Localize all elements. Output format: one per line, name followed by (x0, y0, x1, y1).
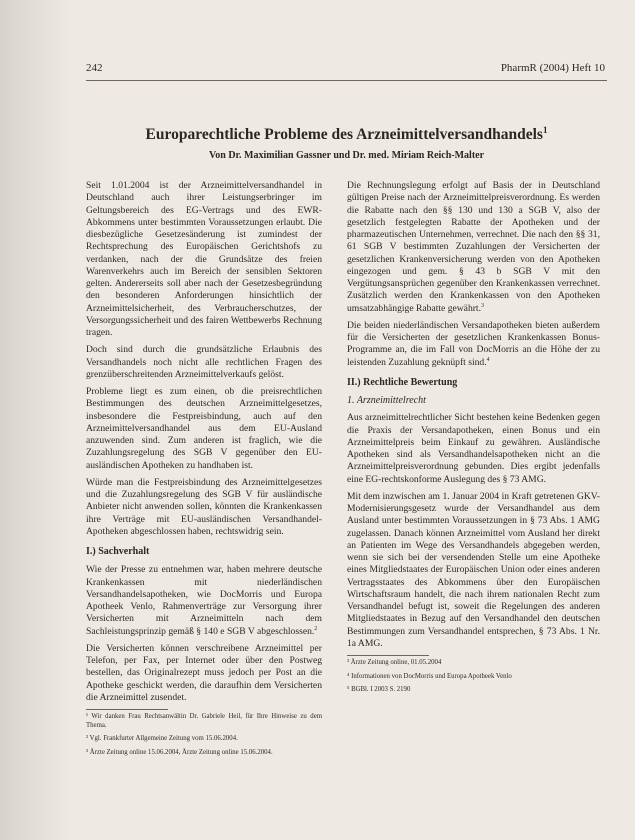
right-column (347, 180, 600, 700)
footnote-mark: 4 (486, 356, 490, 363)
header-rule (86, 80, 607, 81)
footnote-mark: 2 (314, 625, 318, 632)
footnote: ² Vgl. Frankfurter Allgemeine Zeitung vom 15.06.2004. (86, 735, 238, 742)
paragraph: Seit 1.01.2004 ist der Arzneimittelversandhandel in Deutschland auch ihrer Leistungserbringer im Geltungsbereich des EG-Vertrags und des EWR-Abkommens unter bestimmten Voraussetzungen erlaubt. Die diesbezügliche Gesetzesänderung ist zumindest der Rechtsprechung des Europäischen Gerichtshofs zu verdanken, nach der die Grundsätze des freien Warenverkehrs auch im Bereich der sensiblen Sektoren gelten. Andererseits soll aber nach der Gesetzesbegründung den besonderen Anforderungen hinsichtlich der Arzneimittelsicherheit, des Verbraucherschutzes, der Versorgungssicherheit und des fairen Wettbewerbs Rechnung tragen. (86, 180, 322, 338)
paragraph: Doch sind durch die grundsätzliche Erlaubnis des Versandhandels noch nicht alle rechtlichen Fragen des grenzüberschreitenden Arzneimittelverkaufs gelöst. (86, 344, 322, 380)
paragraph (347, 180, 600, 315)
paragraph (86, 564, 322, 638)
article-authors: Von Dr. Maximilian Gassner und Dr. med. Miriam Reich-Malter (208, 150, 485, 161)
footnote: ³ Ärzte Zeitung online 15.06.2004, Ärzte Zeitung online 15.06.2004. (86, 748, 273, 756)
footnote: ⁵ BGBl. I 2003 S. 2190 (347, 686, 411, 693)
paragraph-text: Die beiden niederländischen Versandapotheken bieten außerdem für die Versicherten der gesetzlichen Krankenkassen Bonus-Programme an, die im Fall von DocMorris an die Höhe der zu leistenden Zuzahlung geknüpft sind. (347, 319, 600, 368)
paragraph (347, 320, 600, 369)
footnote: ⁴ Informationen von DocMorris und Europa Apotheek Venlo (347, 672, 512, 680)
footnote: ³ Ärzte Zeitung online, 01.05.2004 (347, 659, 442, 666)
footnote-mark: 3 (481, 302, 484, 309)
article-title-text: Europarechtliche Probleme des Arzneimittelversandhandels (145, 126, 543, 144)
paragraph-text: Die Rechnungslegung erfolgt auf Basis der in Deutschland gültigen Preise nach der Arzneimittelpreisverordnung. Es werden die Rabatte nach den §§ 130 und 130 a SGB V, also der gesetzlich festgelegten Rabatte der Apotheken und der pharmazeutischen Unternehmen, verrechnet. Die nach den §§ 31, 61 SGB V bestimmten Zuzahlungen der Versicherten der gesetzlichen Krankenversicherung werden von den Apotheken eingezogen und gem. § 43 b SGB V mit den Vergütungsansprüchen gegenüber den Krankenkassen verrechnet. Zusätzlich werden den Krankenkassen von den Apotheken umsatzabhängige Rabatte gewährt. (347, 180, 600, 314)
scan-shadow (0, 0, 70, 840)
footnote-rule (347, 655, 429, 656)
footnote-rule (86, 709, 168, 710)
paragraph: Die Versicherten können verschreibene Arzneimittel per Telefon, per Fax, per Internet oder über den Postweg bestellen, das Originalrezept muss jedoch per Post an die Apotheke geschickt werden, die daraufhin dem Versicherten die Arzneimittel zusendet. (86, 642, 322, 703)
subsection-heading: 1. Arzneimittelrecht (347, 395, 426, 406)
section-heading: I.) Sachverhalt (86, 546, 150, 557)
footnote: ¹ Wir danken Frau Rechtsanwältin Dr. Gabriele Heil, für Ihre Hinweise zu dem Thema. (86, 713, 322, 729)
paragraph: Probleme liegt es zum einen, ob die preisrechtlichen Bestimmungen des deutschen Arzneimittelgesetzes, insbesondere die Festpreisbindung, auch auf den Arzneimittelversandhandel aus dem EU-Ausland anzuwenden sind. Zum anderen ist fraglich, wie die Zuzahlungsregelung des SGB V gegenüber den EU-ausländischen Apotheken zu handhaben ist. (86, 386, 322, 471)
paragraph: Aus arzneimittelrechtlicher Sicht bestehen keine Bedenken gegen die Praxis der Versandapotheken, einen Bonus und ein Arzneimittelpreis beim Einkauf zu gewähren. Ausländische Apotheken sind als Versandhandelsapotheken nicht an die Arzneimittelpreisverordnung gebunden. Dies ergibt jedenfalls eine EG-rechtskonforme Auslegung des § 73 AMG. (347, 412, 600, 485)
page-number: 242 (86, 62, 103, 74)
paragraph: Mit dem inzwischen am 1. Januar 2004 in Kraft getretenen GKV-Modernisierungsgesetz wurde der Versandhandel aus dem Ausland unter bestimmten Voraussetzungen in § 73 Abs. 1 AMG zugelassen. Danach können Arzneimittel vom Ausland her direkt an Patienten im Wege des Versandhandels abgegeben werden, wenn sie sich bei der versendenden Stelle um eine Apotheke eines Mitgliedstaates der Europäischen Union oder eines anderen Vertragsstaates des Abkommens über den Europäischen Wirtschaftsraum handelt, die nach ihrem nationalen Recht zum Versandhandel befugt ist, soweit die Regelungen des anderen Mitgliedstaates in Bezug auf den Versandhandel den deutschen Bestimmungen zum Versandhandel entsprechen, § 73 Abs. 1 Nr. 1a AMG. (347, 490, 600, 649)
article-title (86, 125, 607, 144)
journal-reference: PharmR (2004) Heft 10 (500, 62, 605, 74)
paragraph-text: Wie der Presse zu entnehmen war, haben mehrere deutsche Krankenkassen mit niederländischen Versandhandelsapotheken, wie DocMorris und Europa Apotheek Venlo, Rahmenverträge zur Versorgung ihrer Versicherten mit Arzneimitteln nach dem Sachleistungsprinzip gemäß § 140 e SGB V abgeschlossen. (86, 564, 322, 637)
title-footnote-mark: 1 (542, 125, 548, 135)
paragraph: Würde man die Festpreisbindung des Arzneimittelgesetzes und die Zuzahlungsregelung des SGB V für ausländische Anbieter nicht anwenden sollen, könnten die Krankenkassen ihre Verträge mit EU-ausländischen Versandhandel-Apotheken abgeschlossen haben, rechtswidrig sein. (86, 476, 322, 537)
left-column (86, 180, 322, 762)
running-header (86, 62, 605, 78)
section-heading: II.) Rechtliche Bewertung (347, 376, 458, 388)
